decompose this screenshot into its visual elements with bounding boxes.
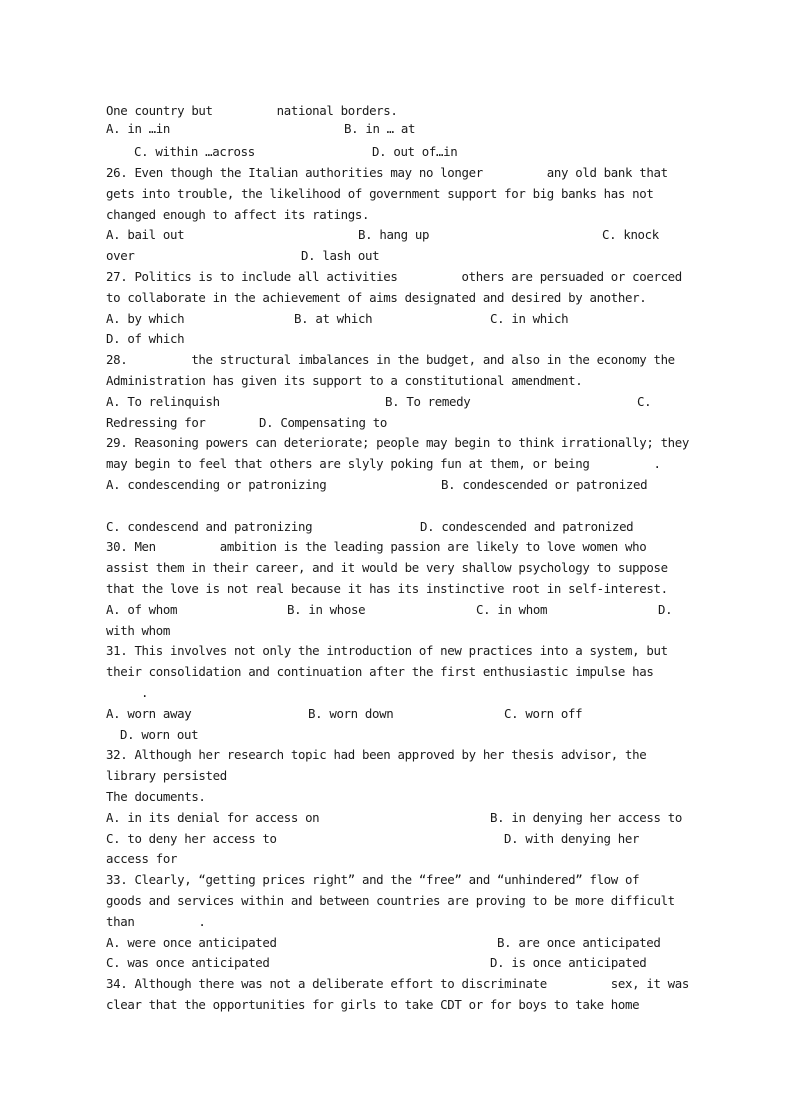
text-line: C. within …across — [134, 144, 255, 159]
text-line: 30. Men ambition is the leading passion are likely to love women who — [106, 539, 647, 554]
text-line: A. bail out — [106, 227, 185, 242]
text-line: 33. Clearly, “getting prices right” and the “free” and “unhindered” flow of — [106, 872, 640, 887]
text-line: B. at which — [294, 311, 373, 326]
text-line: 29. Reasoning powers can deteriorate; people may begin to think irrationally; they — [106, 435, 690, 450]
text-line: C. in whom — [476, 602, 548, 617]
text-line: assist them in their career, and it would be very shallow psychology to suppose — [106, 560, 668, 575]
text-line: B. in denying her access to — [490, 810, 682, 825]
text-line: D. out of…in — [372, 144, 458, 159]
text-line: . — [141, 685, 149, 700]
text-line: B. condescended or patronized — [441, 477, 648, 492]
text-line: goods and services within and between countries are proving to be more difficult — [106, 893, 675, 908]
text-line: 31. This involves not only the introduction of new practices into a system, but — [106, 643, 668, 658]
text-line: The documents. — [106, 789, 206, 804]
text-line: changed enough to affect its ratings. — [106, 207, 370, 222]
text-line: 34. Although there was not a deliberate effort to discriminate sex, it was — [106, 976, 690, 991]
text-line: D. with denying her — [504, 831, 640, 846]
text-line: D. is once anticipated — [490, 955, 647, 970]
text-line: may begin to feel that others are slyly poking fun at them, or being . — [106, 456, 661, 471]
text-line: B. To remedy — [385, 394, 471, 409]
text-line: than . — [106, 914, 206, 929]
text-line: clear that the opportunities for girls to take CDT or for boys to take home — [106, 997, 640, 1012]
text-line: D. worn out — [120, 727, 199, 742]
text-line: C. was once anticipated — [106, 955, 270, 970]
text-line: B. hang up — [358, 227, 430, 242]
text-line: over — [106, 248, 135, 263]
text-line: Redressing for — [106, 415, 206, 430]
text-line: access for — [106, 851, 178, 866]
text-line: A. were once anticipated — [106, 935, 277, 950]
text-line: A. condescending or patronizing — [106, 477, 327, 492]
text-line: One country but national borders. — [106, 103, 398, 118]
text-line: A. of whom — [106, 602, 178, 617]
text-line: B. in … at — [344, 121, 416, 136]
text-line: C. — [637, 394, 652, 409]
text-line: C. condescend and patronizing — [106, 519, 313, 534]
text-line: B. in whose — [287, 602, 366, 617]
text-line: A. worn away — [106, 706, 192, 721]
text-line: library persisted — [106, 768, 227, 783]
text-line: that the love is not real because it has its instinctive root in self-interest. — [106, 581, 668, 596]
text-line: 32. Although her research topic had been approved by her thesis advisor, the — [106, 747, 647, 762]
text-line: A. To relinquish — [106, 394, 220, 409]
text-line: C. knock — [602, 227, 659, 242]
text-line: with whom — [106, 623, 170, 638]
text-line: A. by which — [106, 311, 185, 326]
text-line: D. condescended and patronized — [420, 519, 634, 534]
text-line: B. are once anticipated — [497, 935, 661, 950]
text-line: B. worn down — [308, 706, 394, 721]
text-line: Administration has given its support to a constitutional amendment. — [106, 373, 583, 388]
text-line: 27. Politics is to include all activities others are persuaded or coerced — [106, 269, 682, 284]
text-line: D. of which — [106, 331, 185, 346]
text-line: C. to deny her access to — [106, 831, 277, 846]
text-line: their consolidation and continuation after the first enthusiastic impulse has — [106, 664, 654, 679]
text-line: D. — [658, 602, 673, 617]
text-line: to collaborate in the achievement of aims designated and desired by another. — [106, 290, 647, 305]
text-line: 28. the structural imbalances in the budget, and also in the economy the — [106, 352, 675, 367]
text-line: C. worn off — [504, 706, 583, 721]
text-line: D. lash out — [301, 248, 380, 263]
text-line: A. in its denial for access on — [106, 810, 320, 825]
text-line: A. in …in — [106, 121, 170, 136]
text-line: 26. Even though the Italian authorities may no longer any old bank that — [106, 165, 668, 180]
text-line: gets into trouble, the likelihood of government support for big banks has not — [106, 186, 654, 201]
text-line: C. in which — [490, 311, 569, 326]
text-line: D. Compensating to — [259, 415, 387, 430]
